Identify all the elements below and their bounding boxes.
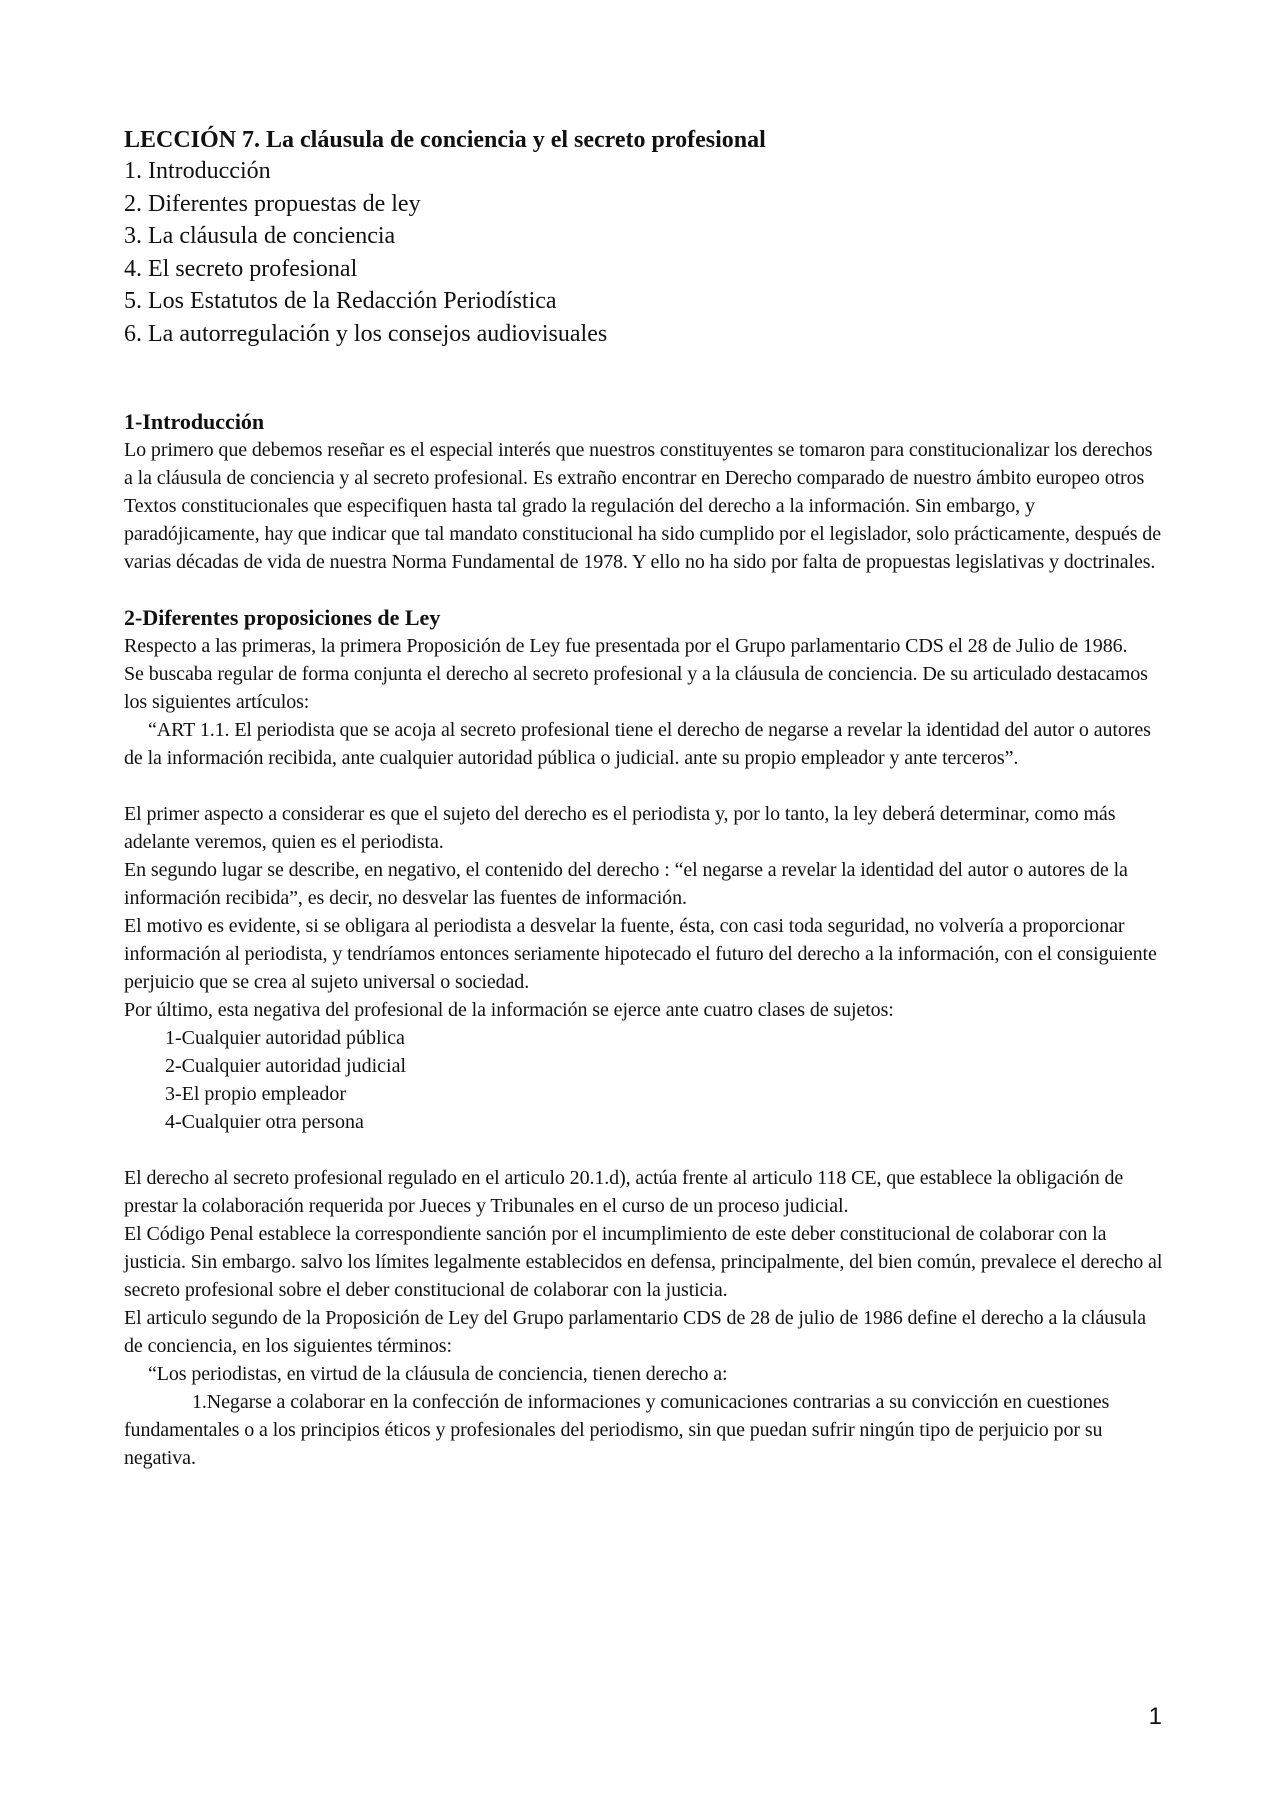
toc-item-3: 3. La cláusula de conciencia — [124, 223, 396, 249]
quote-clausula: “Los periodistas, en virtud de la cláusula de conciencia, tienen derecho a: — [148, 1363, 728, 1385]
page-number: 1 — [1148, 1703, 1162, 1730]
clausula-item-1: 1.Negarse a colaborar en la confección de informaciones y comunicaciones contrarias a su convicción en cuestiones fundamentales o a los principios éticos y profesionales del periodismo, sin que puedan sufrir ningún tipo de perjuicio por su negativa. — [124, 1391, 1110, 1469]
toc-item-6: 6. La autorregulación y los consejos audiovisuales — [124, 320, 608, 347]
paragraph: Por último, esta negativa del profesional de la información se ejerce ante cuatro clases de sujetos: — [124, 999, 894, 1021]
document-body — [124, 125, 1164, 1472]
section-heading-introduccion: 1-Introducción — [124, 409, 265, 434]
quote-art-1-1: “ART 1.1. El periodista que se acoja al secreto profesional tiene el derecho de negarse a revelar la identidad del autor o autores de la información recibida, ante cualquier autoridad pública o judicial. ante su propio empleador y ante terceros”. — [124, 719, 1151, 769]
lesson-title: LECCIÓN 7. La cláusula de conciencia y el secreto profesional — [124, 127, 766, 153]
paragraph: El derecho al secreto profesional regulado en el articulo 20.1.d), actúa frente al articulo 118 CE, que establece la obligación de prestar la colaboración requerida por Jueces y Tribunales en el curso de un proceso judicial. — [124, 1167, 1124, 1217]
paragraph: Respecto a las primeras, la primera Proposición de Ley fue presentada por el Grupo parlamentario CDS el 28 de Julio de 1986. — [124, 635, 1128, 657]
paragraph: El primer aspecto a considerar es que el sujeto del derecho es el periodista y, por lo tanto, la ley deberá determinar, como más adelante veremos, quien es el periodista. — [124, 803, 1116, 853]
table-of-contents — [124, 155, 1164, 350]
intro-paragraph: Lo primero que debemos reseñar es el especial interés que nuestros constituyentes se tomaron para constitucionalizar los derechos a la cláusula de conciencia y al secreto profesional. Es extraño encontrar en Derecho comparado de nuestro ámbito europeo otros Textos constitucionales que especifiquen hasta tal grado la regulación del derecho a la información. Sin embargo, y paradójicamente, hay que indicar que tal mandato constitucional ha sido cumplido por el legislador, solo prácticamente, después de varias décadas de vida de nuestra Norma Fundamental de 1978. Y ello no ha sido por falta de propuestas legislativas y doctrinales. — [124, 439, 1161, 573]
spacer — [124, 772, 1164, 800]
spacer — [124, 350, 1164, 408]
toc-item-2: 2. Diferentes propuestas de ley — [124, 190, 421, 217]
toc-item-1: 1. Introducción — [124, 158, 271, 184]
paragraph: El motivo es evidente, si se obligara al periodista a desvelar la fuente, ésta, con casi toda seguridad, no volvería a proporcionar información al periodista, y tendríamos entonces seriamente hipotecado el futuro del derecho a la información, con el consiguiente perjuicio que se crea al sujeto universal o sociedad. — [124, 915, 1157, 993]
list-item: 3-El propio empleador — [165, 1083, 347, 1105]
spacer — [124, 1136, 1164, 1164]
list-item: 1-Cualquier autoridad pública — [165, 1027, 405, 1049]
section-heading-proposiciones: 2-Diferentes proposiciones de Ley — [124, 605, 441, 630]
subjects-list — [124, 1024, 1164, 1136]
list-item: 4-Cualquier otra persona — [165, 1111, 364, 1133]
paragraph: El articulo segundo de la Proposición de Ley del Grupo parlamentario CDS de 28 de julio de 1986 define el derecho a la cláusula de conciencia, en los siguientes términos: — [124, 1307, 1146, 1357]
toc-item-4: 4. El secreto profesional — [124, 255, 358, 282]
paragraph: En segundo lugar se describe, en negativo, el contenido del derecho : “el negarse a revelar la identidad del autor o autores de la información recibida”, es decir, no desvelar las fuentes de información. — [124, 859, 1128, 909]
toc-item-5: 5. Los Estatutos de la Redacción Periodística — [124, 288, 557, 314]
list-item: 2-Cualquier autoridad judicial — [165, 1055, 407, 1077]
spacer — [124, 576, 1164, 604]
paragraph: El Código Penal establece la correspondiente sanción por el incumplimiento de este deber constitucional de colaborar con la justicia. Sin embargo. salvo los límites legalmente establecidos en defensa, principalmente, del bien común, prevalece el derecho al secreto profesional sobre el deber constitucional de colaborar con la justicia. — [124, 1223, 1163, 1301]
paragraph: Se buscaba regular de forma conjunta el derecho al secreto profesional y a la cláusula de conciencia. De su articulado destacamos los siguientes artículos: — [124, 663, 1148, 713]
